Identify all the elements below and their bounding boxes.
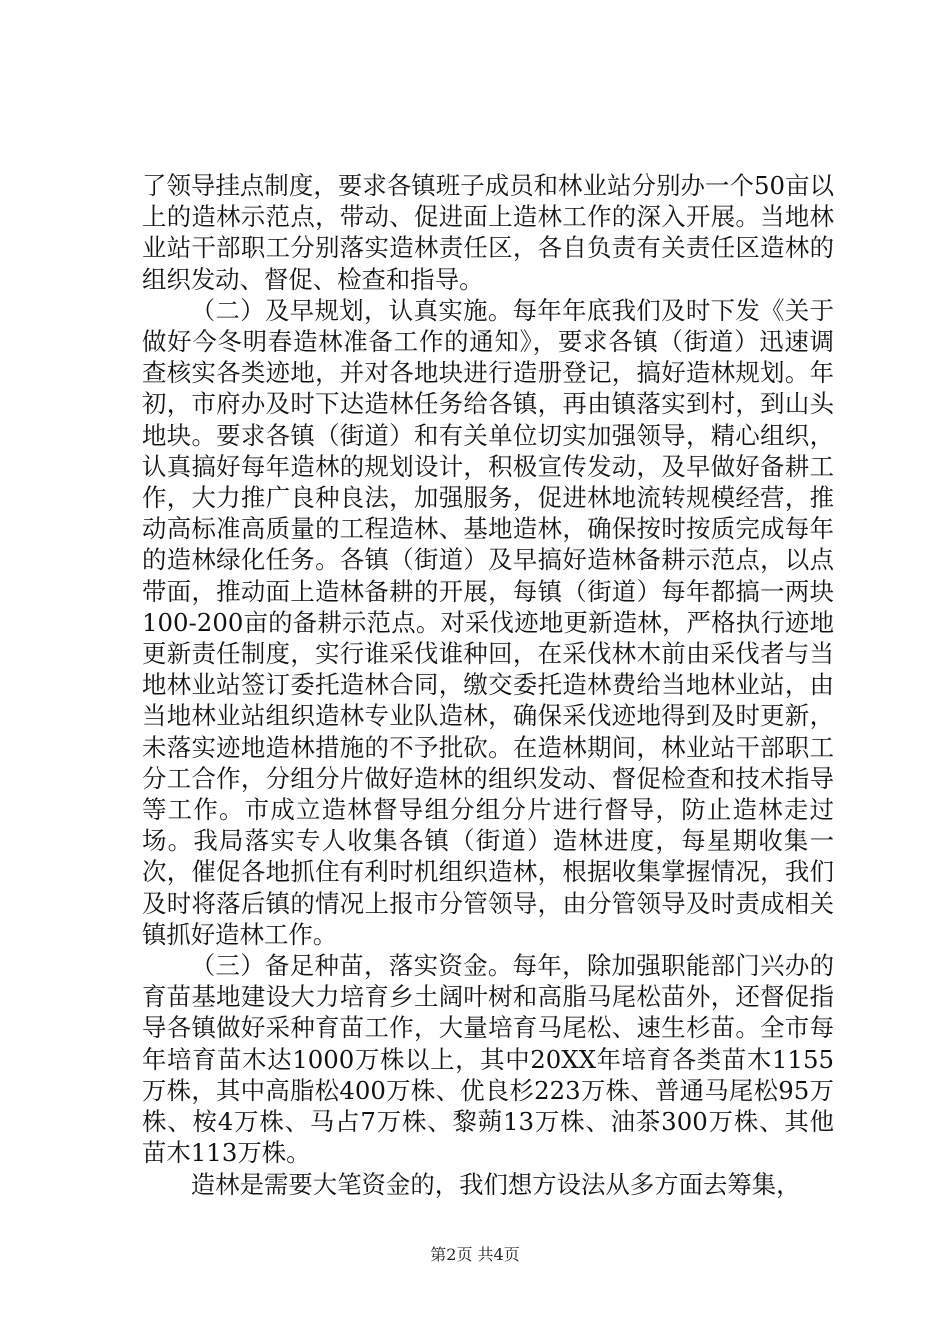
paragraph-2: （二）及早规划，认真实施。每年年底我们及时下发《关于做好今冬明春造林准备工作的通知》，要求各镇（街道）迅速调查核实各类迹地，并对各地块进行造册登记，搞好造林规划。年初，市府办及时下达造林任务给各镇，再由镇落实到村，到山头地块。要求各镇（街道）和有关单位切实加强领导，精心组织，认真搞好每年造林的规划设计，积极宣传发动，及早做好备耕工作，大力推广良种良法，加强服务，促进林地流转规模经营，推动高标准高质量的工程造林、基地造林，确保按时按质完成每年的造林绿化任务。各镇（街道）及早搞好造林备耕示范点，以点带面，推动面上造林备耕的开展，每镇（街道）每年都搞一两块100-200亩的备耕示范点。对采伐迹地更新造林，严格执行迹地更新责任制度，实行谁采伐谁种回，在采伐林木前由采伐者与当地林业站签订委托造林合同，缴交委托造林费给当地林业站，由当地林业站组织造林专业队造林，确保采伐迹地得到及时更新，未落实迹地造林措施的不予批砍。在造林期间，林业站干部职工分工合作，分组分片做好造林的组织发动、督促检查和技术指导等工作。市成立造林督导组分组分片进行督导，防止造林走过场。我局落实专人收集各镇（街道）造林进度，每星期收集一次，催促各地抓住有利时机组织造林，根据收集掌握情况，我们及时将落后镇的情况上报市分管领导，由分管领导及时责成相关镇抓好造林工作。: [142, 295, 834, 949]
paragraph-4: 造林是需要大笔资金的，我们想方设法从多方面去筹集，: [190, 1169, 801, 1199]
paragraph-3: （三）备足种苗，落实资金。每年，除加强职能部门兴办的育苗基地建设大力培育乡土阔叶树和高脂马尾松苗外，还督促指导各镇做好采种育苗工作，大量培育马尾松、速生杉苗。全市每年培育苗木达1000万株以上，其中20XX年培育各类苗木1155万株，其中高脂松400万株、优良杉223万株、普通马尾松95万株、桉4万株、马占7万株、黎蒴13万株、油茶300万株、其他苗木113万株。: [142, 951, 834, 1168]
page-footer: 第2页 共4页: [430, 1245, 520, 1264]
paragraph-1: 了领导挂点制度，要求各镇班子成员和林业站分别办一个50亩以上的造林示范点，带动、促进面上造林工作的深入开展。当地林业站干部职工分别落实造林责任区，各自负责有关责任区造林的组织发动、督促、检查和指导。: [142, 171, 834, 294]
document-body: [142, 170, 834, 1200]
